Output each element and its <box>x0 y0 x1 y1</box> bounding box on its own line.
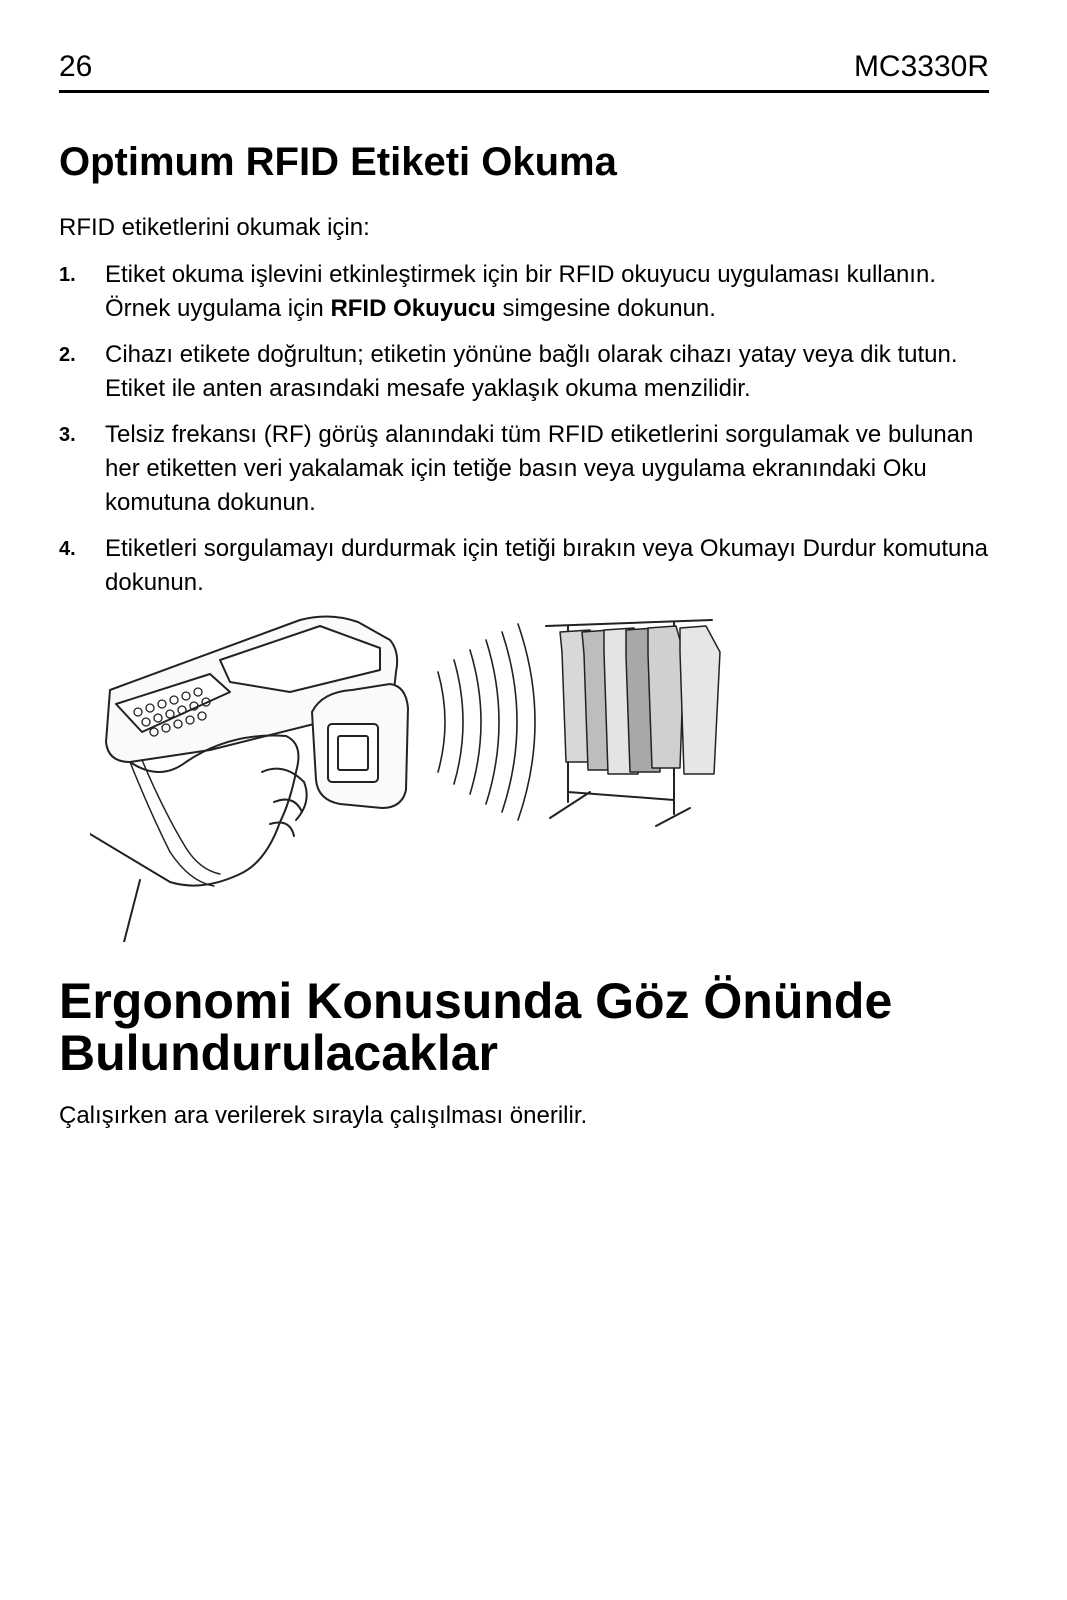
step-number: 4. <box>59 538 76 560</box>
step-number: 3. <box>59 424 76 446</box>
step-text: Etiket okuma işlevini etkinleştirmek için bir RFID okuyucu uygulaması kullanın. Örnek uygulama için RFID Okuyucu simgesine dokunun. <box>105 261 936 322</box>
step-text: Etiketleri sorgulamayı durdurmak için tetiği bırakın veya Okumayı Durdur komutuna dokunun. <box>105 535 989 596</box>
section-title-rfid: Optimum RFID Etiketi Okuma <box>59 140 617 184</box>
step-number: 2. <box>59 344 76 366</box>
hand-icon <box>90 736 307 942</box>
document-model: MC3330R <box>853 50 989 83</box>
list-item <box>59 418 989 520</box>
step-number: 1. <box>59 264 76 286</box>
step-text: Telsiz frekansı (RF) görüş alanındaki tüm RFID etiketlerini sorgulamak ve bulunan her etiketten veri yakalamak için tetiğe basın veya uygulama ekranındaki Oku komutuna dokunun. <box>105 421 974 516</box>
steps-list <box>59 258 989 612</box>
list-item <box>59 532 989 600</box>
section-title-ergonomics: Ergonomi Konusunda Göz Önünde Bulundurulacaklar <box>59 973 893 1081</box>
rfid-reading-illustration <box>90 612 730 942</box>
page-header <box>59 50 989 93</box>
section-intro: RFID etiketlerini okumak için: <box>59 214 370 241</box>
list-item <box>59 338 989 406</box>
page-number: 26 <box>59 50 93 83</box>
app-name: RFID Okuyucu <box>330 295 496 322</box>
step-text: Cihazı etikete doğrultun; etiketin yönüne bağlı olarak cihazı yatay veya dik tutun. Etiket ile anten arasındaki mesafe yaklaşık okuma menzilidir. <box>105 341 958 402</box>
rfid-device-icon <box>106 616 408 808</box>
list-item <box>59 258 989 326</box>
ergonomics-text: Çalışırken ara verilerek sırayla çalışılması önerilir. <box>59 1102 588 1129</box>
rf-waves-icon <box>438 624 535 820</box>
clothing-rack-icon <box>546 620 720 826</box>
